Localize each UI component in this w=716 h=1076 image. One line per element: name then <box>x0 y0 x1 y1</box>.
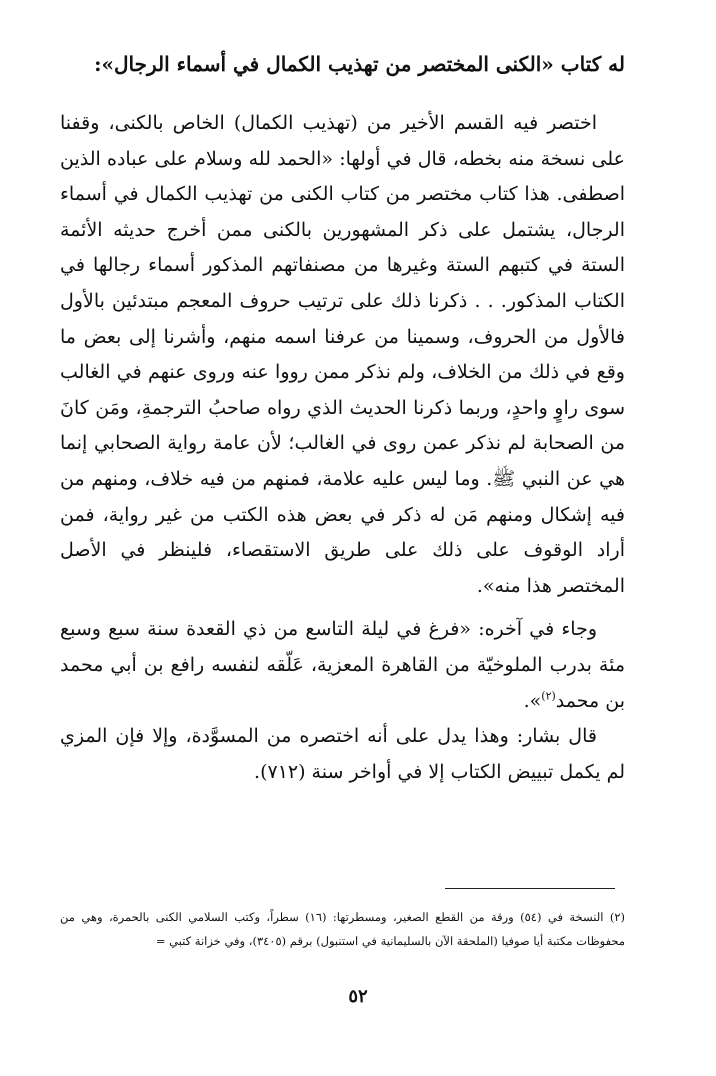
paragraph-colophon <box>60 612 625 719</box>
main-text <box>60 44 625 790</box>
colophon-close: ». <box>523 689 542 712</box>
paragraph-description: اختصر فيه القسم الأخير من (تهذيب الكمال) الخاص بالكنى، وقفنا على نسخة منه بخطه، قال في أولها: «الحمد لله وسلام على عباده الذين اصطفى. هذا كتاب مختصر من كتاب الكنى من تهذيب الكمال في أسماء الرجال، يشتمل على ذكر المشهورين بالكنى ممن أخرج حديثه الأئمة الستة في كتبهم الستة وغيرها من مصنفاتهم المذكور أسماء رجالها في الكتاب المذكور. . . ذكرنا ذلك على ترتيب حروف المعجم مبتدئين بالأول فالأول من الحروف، وسمينا من عرفنا اسمه منهم، وأشرنا إلى بعض ما وقع في ذلك من الخلاف، ولم نذكر ممن رووا عنه وروى عنهم في الغالب سوى راوٍ واحدٍ، وربما ذكرنا الحديث الذي رواه صاحبُ الترجمةِ، ومَن كانَ من الصحابة لم نذكر عمن روى في الغالب؛ لأن عامة رواية الصحابي إنما هي عن النبي ﷺ. وما ليس عليه علامة، فمنهم من فيه خلاف، ومنهم من فيه إشكال ومنهم مَن له ذكر في بعض هذه الكتب من غير رواية، فمن أراد الوقوف على ذلك على طريق الاستقصاء، فلينظر في الأصل المختصر هذا منه». <box>60 112 625 597</box>
section-heading: له كتاب «الكنى المختصر من تهذيب الكمال في أسماء الرجال»: <box>94 52 625 76</box>
paragraph-bashar-note: قال بشار: وهذا يدل على أنه اختصره من المسوَّدة، وإلا فإن المزي لم يكمل تبييض الكتاب إلا في أواخر سنة (٧١٢). <box>60 725 625 783</box>
colophon-text: وجاء في آخره: «فرغ في ليلة التاسع من ذي القعدة سنة سبع وسبع مئة بدرب الملوخيّة من القاهرة المعزية، عَلّقه لنفسه رافع بن أبي محمد بن محمد <box>60 618 625 712</box>
footnote-divider <box>445 888 615 889</box>
page-number: ٥٢ <box>348 986 368 1007</box>
footnote-marker: (٢) <box>541 689 556 703</box>
footnote: (٢) النسخة في (٥٤) ورقة من القطع الصغير، ومسطرتها: (١٦) سطراً، وكتب السلامي الكنى بالحمرة، وهي من محفوظات مكتبة أيا صوفيا (الملحقة الآن بالسليمانية في استنبول) برقم (٣٤٠٥)، وفي خزانة كتبي = <box>60 910 625 948</box>
